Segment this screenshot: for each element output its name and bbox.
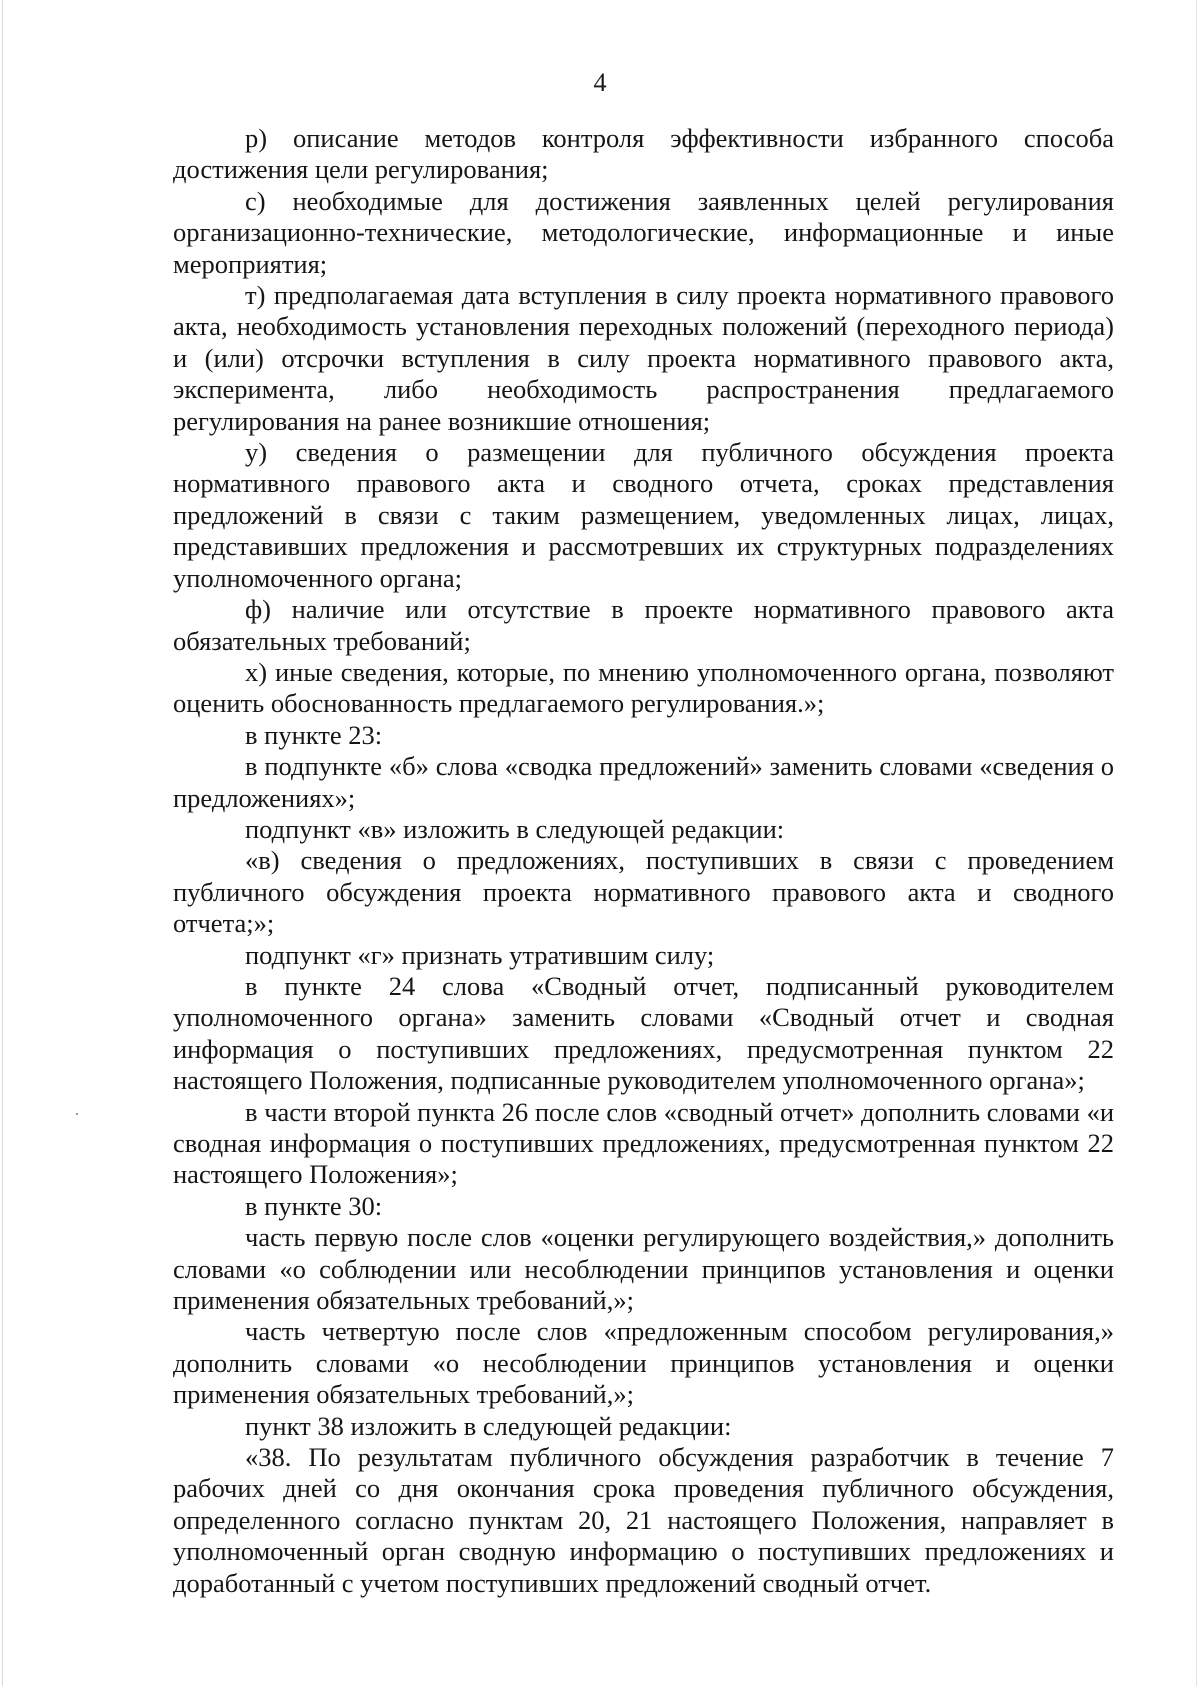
paragraph-point-30: в пункте 30: bbox=[245, 1190, 383, 1221]
page-number: 4 bbox=[593, 68, 607, 97]
paragraph-point-38-text: «38. По результатам публичного обсуждения разработчик в течение 7 рабочих дней со дня окончания срока проведения публичного обсуждения, определенного согласно пунктам 20, 21 настоящего Положения, направляет в уполномоченный орган сводную информацию о поступивших предложениях и доработанный с учетом поступивших предложений сводный отчет. bbox=[173, 1442, 1114, 1598]
document-body bbox=[173, 123, 1114, 1599]
paragraph-point-38-intro: пункт 38 изложить в следующей редакции: bbox=[245, 1410, 732, 1441]
paragraph-f: ф) наличие или отсутствие в проекте нормативного правового акта обязательных требований; bbox=[173, 594, 1114, 656]
paragraph-r: р) описание методов контроля эффективности избранного способа достижения цели регулирования; bbox=[173, 123, 1114, 185]
paragraph-u: у) сведения о размещении для публичного обсуждения проекта нормативного правового акта и сводного отчета, сроках представления предложений в связи с таким размещением, уведомленных лицах, лицах, представивших предложения и рассмотревших их структурных подразделениях уполномоченного органа; bbox=[173, 437, 1114, 593]
paragraph-point-30-part-4: часть четвертую после слов «предложенным способом регулирования,» дополнить словами «о несоблюдении принципов установления и оценки применения обязательных требований,»; bbox=[173, 1316, 1114, 1410]
paragraph-subpoint-b: в подпункте «б» слова «сводка предложений» заменить словами «сведения о предложениях»; bbox=[173, 751, 1114, 813]
paragraph-s: с) необходимые для достижения заявленных целей регулирования организационно-технические, методологические, информационные и иные мероприятия; bbox=[173, 185, 1114, 279]
paragraph-point-26: в части второй пункта 26 после слов «сводный отчет» дополнить словами «и сводная информация о поступивших предложениях, предусмотренная пунктом 22 настоящего Положения»; bbox=[173, 1096, 1114, 1190]
scan-edge-left bbox=[2, 0, 3, 1686]
paragraph-subpoint-g: подпункт «г» признать утратившим силу; bbox=[245, 939, 715, 970]
paragraph-point-24: в пункте 24 слова «Сводный отчет, подписанный руководителем уполномоченного органа» заменить словами «Сводный отчет и сводная информация о поступивших предложениях, предусмотренная пунктом 22 настоящего Положения, подписанные руководителем уполномоченного органа»; bbox=[173, 970, 1114, 1096]
paragraph-kh: х) иные сведения, которые, по мнению уполномоченного органа, позволяют оценить обоснованность предлагаемого регулирования.»; bbox=[173, 656, 1114, 719]
paragraph-subpoint-v-text: «в) сведения о предложениях, поступивших в связи с проведением публичного обсуждения проекта нормативного правового акта и сводного отчета;»; bbox=[173, 845, 1114, 939]
paragraph-point-30-part-1: часть первую после слов «оценки регулирующего воздействия,» дополнить словами «о соблюдении или несоблюдении принципов установления и оценки применения обязательных требований,»; bbox=[173, 1222, 1114, 1316]
scan-edge-right bbox=[1196, 0, 1197, 1686]
scan-speck bbox=[76, 1113, 78, 1115]
paragraph-subpoint-v-intro: подпункт «в» изложить в следующей редакции: bbox=[245, 813, 785, 844]
paragraph-t: т) предполагаемая дата вступления в силу проекта нормативного правового акта, необходимость установления переходных положений (переходного периода) и (или) отсрочки вступления в силу проекта нормативного правового акта, эксперимента, либо необходимость распространения предлагаемого регулирования на ранее возникшие отношения; bbox=[173, 280, 1114, 436]
paragraph-point-23: в пункте 23: bbox=[245, 719, 383, 750]
